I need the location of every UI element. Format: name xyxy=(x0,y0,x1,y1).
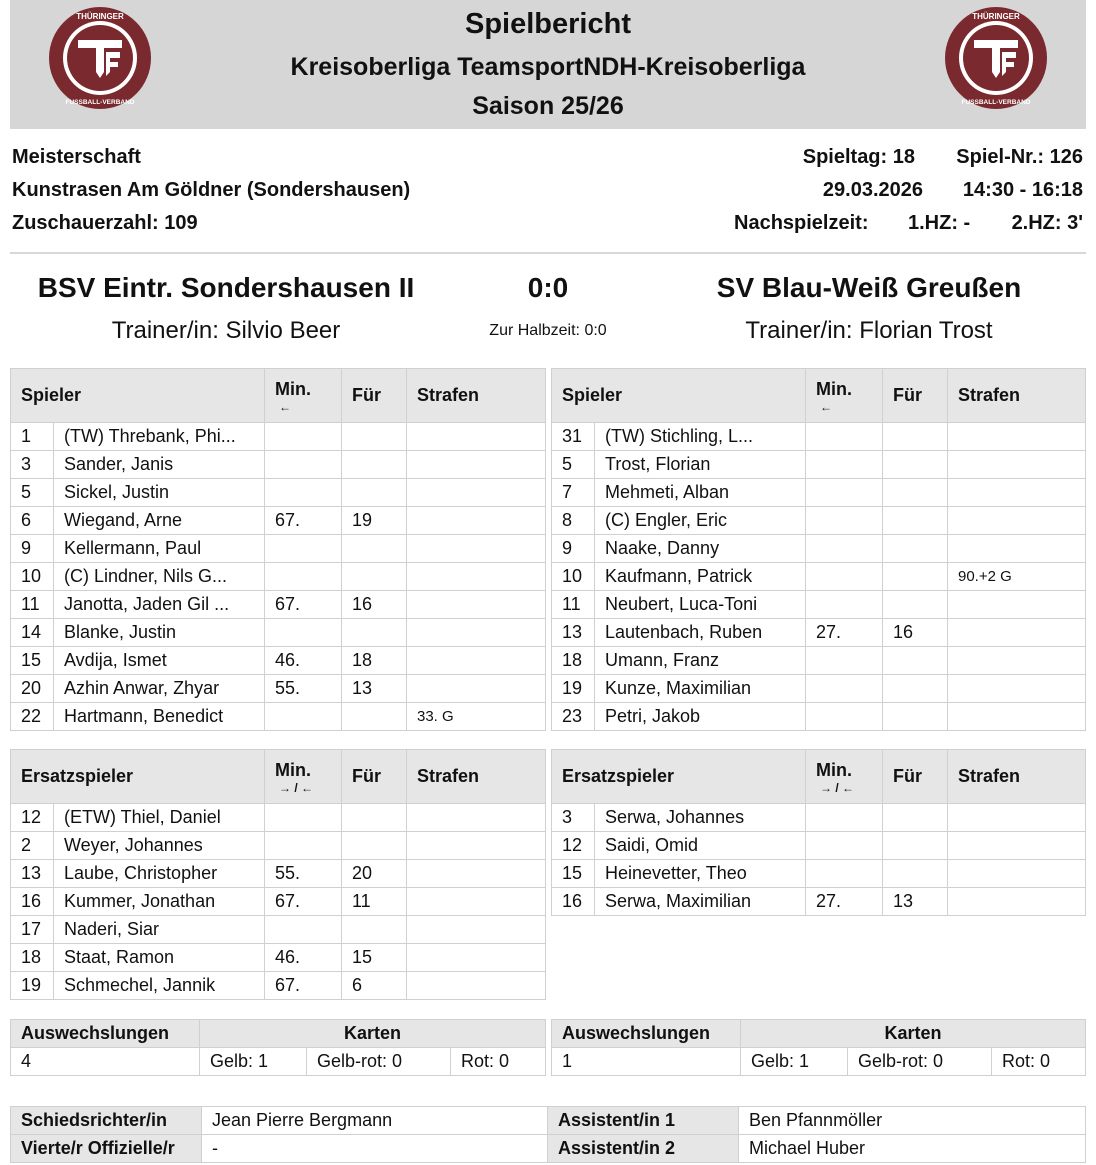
player-name: (C) Engler, Eric xyxy=(595,507,806,535)
player-number: 9 xyxy=(11,535,54,563)
player-row xyxy=(11,535,546,563)
sub-minute xyxy=(265,451,342,479)
home-lineup-table xyxy=(10,368,546,731)
penalty xyxy=(407,860,546,888)
for-column-header: Für xyxy=(342,750,407,804)
sub-for xyxy=(883,647,948,675)
substitutions-header: Auswechslungen xyxy=(552,1020,741,1048)
player-row xyxy=(552,619,1086,647)
player-number: 9 xyxy=(552,535,595,563)
sub-minute xyxy=(806,535,883,563)
penalties-column-header: Strafen xyxy=(948,750,1086,804)
yellow-cards: Gelb: 1 xyxy=(200,1048,307,1076)
player-name: Weyer, Johannes xyxy=(54,832,265,860)
sub-for xyxy=(883,507,948,535)
sub-minute xyxy=(806,479,883,507)
sub-for xyxy=(883,675,948,703)
sub-for xyxy=(342,832,407,860)
player-name: Serwa, Johannes xyxy=(595,804,806,832)
player-name: Blanke, Justin xyxy=(54,619,265,647)
home-summary-table xyxy=(10,1019,546,1076)
sub-minute: 67. xyxy=(265,888,342,916)
player-name: Serwa, Maximilian xyxy=(595,888,806,916)
away-lineup-table xyxy=(551,368,1086,731)
player-name: (TW) Stichling, L... xyxy=(595,423,806,451)
player-number: 18 xyxy=(11,944,54,972)
sub-minute xyxy=(265,832,342,860)
penalty xyxy=(407,563,546,591)
logo-top-text: THÜRINGER xyxy=(972,12,1020,21)
player-number: 6 xyxy=(11,507,54,535)
penalty xyxy=(407,479,546,507)
player-number: 18 xyxy=(552,647,595,675)
player-name: Lautenbach, Ruben xyxy=(595,619,806,647)
sub-minute: 55. xyxy=(265,860,342,888)
sub-minute: 67. xyxy=(265,507,342,535)
sub-for xyxy=(883,860,948,888)
match-time: 14:30 - 16:18 xyxy=(962,179,1083,201)
match-date: 29.03.2026 xyxy=(822,179,923,201)
sub-minute xyxy=(806,563,883,591)
penalty xyxy=(948,832,1086,860)
sub-for: 13 xyxy=(342,675,407,703)
away-coach: Trainer/in: Florian Trost xyxy=(745,317,993,344)
player-name: Laube, Christopher xyxy=(54,860,265,888)
player-name: Staat, Ramon xyxy=(54,944,265,972)
penalty xyxy=(407,591,546,619)
player-row xyxy=(11,888,546,916)
sub-for xyxy=(883,591,948,619)
player-number: 12 xyxy=(552,832,595,860)
final-score: 0:0 xyxy=(527,272,569,303)
sub-minute xyxy=(265,619,342,647)
sub-for xyxy=(883,479,948,507)
assistant2-name: Michael Huber xyxy=(739,1135,1086,1163)
player-row xyxy=(11,563,546,591)
sub-for xyxy=(342,479,407,507)
sub-minute xyxy=(806,675,883,703)
penalty xyxy=(407,619,546,647)
cards-header: Karten xyxy=(741,1020,1086,1048)
officials-table xyxy=(10,1106,1086,1163)
sub-minute xyxy=(806,804,883,832)
penalty xyxy=(948,619,1086,647)
red-cards: Rot: 0 xyxy=(992,1048,1086,1076)
assistant2-label: Assistent/in 2 xyxy=(548,1135,739,1163)
player-name: Wiegand, Arne xyxy=(54,507,265,535)
player-row xyxy=(552,451,1086,479)
minute-column-header: Min. → / ← xyxy=(265,750,342,804)
player-number: 10 xyxy=(552,563,595,591)
minute-column-header: Min. ← xyxy=(806,369,883,423)
sub-for: 13 xyxy=(883,888,948,916)
sub-for: 16 xyxy=(883,619,948,647)
sub-minute: 27. xyxy=(806,888,883,916)
league-name: Kreisoberliga TeamsportNDH-Kreisoberliga xyxy=(290,53,806,81)
for-column-header: Für xyxy=(883,750,948,804)
sub-for xyxy=(883,804,948,832)
penalty: 90.+2 G xyxy=(948,563,1086,591)
player-name: Neubert, Luca-Toni xyxy=(595,591,806,619)
sub-for xyxy=(342,619,407,647)
yellow-cards: Gelb: 1 xyxy=(741,1048,848,1076)
sub-minute xyxy=(806,860,883,888)
player-number: 16 xyxy=(11,888,54,916)
substitutions-count: 4 xyxy=(11,1048,200,1076)
player-row xyxy=(11,507,546,535)
player-number: 20 xyxy=(11,675,54,703)
minute-column-header: Min. → / ← xyxy=(806,750,883,804)
player-row xyxy=(552,804,1086,832)
penalty xyxy=(948,860,1086,888)
sub-for xyxy=(342,423,407,451)
penalty xyxy=(407,888,546,916)
player-name: Saidi, Omid xyxy=(595,832,806,860)
player-row xyxy=(552,888,1086,916)
logo-bottom-text: FUSSBALL-VERBAND xyxy=(961,99,1031,106)
sub-for: 11 xyxy=(342,888,407,916)
penalty xyxy=(407,944,546,972)
player-number: 16 xyxy=(552,888,595,916)
penalty xyxy=(407,507,546,535)
player-number: 5 xyxy=(11,479,54,507)
player-number: 7 xyxy=(552,479,595,507)
sub-for: 19 xyxy=(342,507,407,535)
tfv-logo-right xyxy=(944,6,1048,110)
sub-minute: 67. xyxy=(265,591,342,619)
penalty xyxy=(948,804,1086,832)
player-name: (ETW) Thiel, Daniel xyxy=(54,804,265,832)
sub-minute xyxy=(806,703,883,731)
sub-minute xyxy=(265,703,342,731)
player-row xyxy=(552,703,1086,731)
sub-for xyxy=(883,832,948,860)
sub-column-header: Ersatzspieler xyxy=(11,750,265,804)
penalty xyxy=(407,804,546,832)
sub-for xyxy=(342,804,407,832)
matchday: Spieltag: 18 xyxy=(802,146,915,168)
player-name: Mehmeti, Alban xyxy=(595,479,806,507)
sub-minute xyxy=(806,507,883,535)
penalty xyxy=(407,423,546,451)
substitutions-header: Auswechslungen xyxy=(11,1020,200,1048)
player-row xyxy=(11,860,546,888)
penalty xyxy=(948,507,1086,535)
penalties-column-header: Strafen xyxy=(948,369,1086,423)
fourth-official-name: - xyxy=(202,1135,548,1163)
player-number: 3 xyxy=(552,804,595,832)
sub-for xyxy=(342,916,407,944)
penalty xyxy=(948,675,1086,703)
player-number: 3 xyxy=(11,451,54,479)
player-number: 15 xyxy=(552,860,595,888)
penalty xyxy=(407,451,546,479)
player-row xyxy=(552,563,1086,591)
venue: Kunstrasen Am Göldner (Sondershausen) xyxy=(12,179,411,201)
referee-label: Schiedsrichter/in xyxy=(11,1107,202,1135)
competition-type: Meisterschaft xyxy=(12,146,141,168)
penalties-column-header: Strafen xyxy=(407,369,546,423)
minute-column-header: Min. ← xyxy=(265,369,342,423)
sub-for xyxy=(342,451,407,479)
player-column-header: Spieler xyxy=(11,369,265,423)
penalty xyxy=(948,479,1086,507)
player-row xyxy=(11,804,546,832)
cards-header: Karten xyxy=(200,1020,546,1048)
player-name: Hartmann, Benedict xyxy=(54,703,265,731)
logo-top-text: THÜRINGER xyxy=(76,12,124,21)
player-name: Sickel, Justin xyxy=(54,479,265,507)
player-number: 13 xyxy=(552,619,595,647)
penalties-column-header: Strafen xyxy=(407,750,546,804)
player-name: (C) Lindner, Nils G... xyxy=(54,563,265,591)
player-name: Kellermann, Paul xyxy=(54,535,265,563)
penalty xyxy=(407,832,546,860)
player-row xyxy=(552,507,1086,535)
sub-minute: 27. xyxy=(806,619,883,647)
yellow-red-cards: Gelb-rot: 0 xyxy=(848,1048,992,1076)
match-number: Spiel-Nr.: 126 xyxy=(956,146,1083,168)
second-half-extra-time: 2.HZ: 3' xyxy=(1011,212,1083,234)
red-cards: Rot: 0 xyxy=(451,1048,546,1076)
penalty xyxy=(948,451,1086,479)
player-row xyxy=(11,944,546,972)
player-number: 11 xyxy=(11,591,54,619)
sub-for: 16 xyxy=(342,591,407,619)
player-name: Janotta, Jaden Gil ... xyxy=(54,591,265,619)
sub-minute: 46. xyxy=(265,647,342,675)
player-row xyxy=(552,860,1086,888)
spectators: Zuschauerzahl: 109 xyxy=(12,212,198,234)
player-number: 12 xyxy=(11,804,54,832)
penalty xyxy=(948,703,1086,731)
sub-for xyxy=(883,451,948,479)
player-number: 2 xyxy=(11,832,54,860)
player-number: 31 xyxy=(552,423,595,451)
penalty: 33. G xyxy=(407,703,546,731)
penalty xyxy=(407,647,546,675)
home-subs-table xyxy=(10,749,546,1000)
sub-minute xyxy=(265,804,342,832)
player-row xyxy=(552,535,1086,563)
player-name: Avdija, Ismet xyxy=(54,647,265,675)
player-name: Naake, Danny xyxy=(595,535,806,563)
player-name: Schmechel, Jannik xyxy=(54,972,265,1000)
player-name: Kummer, Jonathan xyxy=(54,888,265,916)
player-number: 22 xyxy=(11,703,54,731)
home-team-name: BSV Eintr. Sondershausen II xyxy=(37,272,415,303)
player-name: Heinevetter, Theo xyxy=(595,860,806,888)
player-name: Umann, Franz xyxy=(595,647,806,675)
penalty xyxy=(407,535,546,563)
penalty xyxy=(948,423,1086,451)
player-number: 13 xyxy=(11,860,54,888)
player-number: 19 xyxy=(552,675,595,703)
penalty xyxy=(948,591,1086,619)
player-number: 5 xyxy=(552,451,595,479)
sub-minute: 46. xyxy=(265,944,342,972)
player-row xyxy=(11,619,546,647)
penalty xyxy=(407,972,546,1000)
penalty xyxy=(948,647,1086,675)
divider xyxy=(10,252,1086,254)
player-number: 1 xyxy=(11,423,54,451)
sub-for xyxy=(342,563,407,591)
player-row xyxy=(11,479,546,507)
report-header xyxy=(10,0,1086,129)
sub-for xyxy=(342,703,407,731)
assistant1-name: Ben Pfannmöller xyxy=(739,1107,1086,1135)
player-name: Kaufmann, Patrick xyxy=(595,563,806,591)
sub-minute xyxy=(265,916,342,944)
sub-for: 20 xyxy=(342,860,407,888)
sub-minute xyxy=(806,423,883,451)
player-name: Sander, Janis xyxy=(54,451,265,479)
player-number: 17 xyxy=(11,916,54,944)
sub-for xyxy=(342,535,407,563)
referee-name: Jean Pierre Bergmann xyxy=(202,1107,548,1135)
season-label: Saison 25/26 xyxy=(472,92,624,120)
player-row xyxy=(11,832,546,860)
sub-minute: 55. xyxy=(265,675,342,703)
player-name: Azhin Anwar, Zhyar xyxy=(54,675,265,703)
sub-for xyxy=(883,703,948,731)
sub-for: 6 xyxy=(342,972,407,1000)
yellow-red-cards: Gelb-rot: 0 xyxy=(307,1048,451,1076)
halftime-score: Zur Halbzeit: 0:0 xyxy=(489,322,607,339)
sub-minute xyxy=(265,535,342,563)
sub-minute xyxy=(806,832,883,860)
player-column-header: Spieler xyxy=(552,369,806,423)
player-number: 11 xyxy=(552,591,595,619)
player-row xyxy=(11,647,546,675)
away-summary-table xyxy=(551,1019,1086,1076)
away-subs-table xyxy=(551,749,1086,916)
player-row xyxy=(11,423,546,451)
sub-for xyxy=(883,535,948,563)
player-row xyxy=(11,916,546,944)
player-number: 23 xyxy=(552,703,595,731)
player-name: Kunze, Maximilian xyxy=(595,675,806,703)
player-number: 10 xyxy=(11,563,54,591)
for-column-header: Für xyxy=(883,369,948,423)
fourth-official-label: Vierte/r Offizielle/r xyxy=(11,1135,202,1163)
player-row xyxy=(552,832,1086,860)
sub-for xyxy=(883,563,948,591)
player-row xyxy=(11,451,546,479)
player-name: Petri, Jakob xyxy=(595,703,806,731)
assistant1-label: Assistent/in 1 xyxy=(548,1107,739,1135)
first-half-extra-time: 1.HZ: - xyxy=(908,212,971,234)
player-row xyxy=(552,479,1086,507)
tfv-logo-left xyxy=(48,6,152,110)
player-number: 19 xyxy=(11,972,54,1000)
sub-column-header: Ersatzspieler xyxy=(552,750,806,804)
sub-minute: 67. xyxy=(265,972,342,1000)
sub-minute xyxy=(806,591,883,619)
sub-minute xyxy=(265,479,342,507)
player-number: 15 xyxy=(11,647,54,675)
sub-for: 15 xyxy=(342,944,407,972)
penalty xyxy=(948,888,1086,916)
player-name: Naderi, Siar xyxy=(54,916,265,944)
player-number: 8 xyxy=(552,507,595,535)
player-name: (TW) Threbank, Phi... xyxy=(54,423,265,451)
player-row xyxy=(11,703,546,731)
player-row xyxy=(11,591,546,619)
substitutions-count: 1 xyxy=(552,1048,741,1076)
sub-for: 18 xyxy=(342,647,407,675)
player-row xyxy=(552,423,1086,451)
home-coach: Trainer/in: Silvio Beer xyxy=(111,317,341,344)
player-row xyxy=(552,675,1086,703)
for-column-header: Für xyxy=(342,369,407,423)
logo-bottom-text: FUSSBALL-VERBAND xyxy=(65,99,135,106)
sub-for xyxy=(883,423,948,451)
sub-minute xyxy=(806,647,883,675)
report-title: Spielbericht xyxy=(465,8,631,40)
penalty xyxy=(407,916,546,944)
penalty xyxy=(948,535,1086,563)
player-row xyxy=(11,675,546,703)
extra-time-label: Nachspielzeit: xyxy=(734,212,869,234)
penalty xyxy=(407,675,546,703)
player-number: 14 xyxy=(11,619,54,647)
player-row xyxy=(552,647,1086,675)
player-row xyxy=(552,591,1086,619)
player-name: Trost, Florian xyxy=(595,451,806,479)
sub-minute xyxy=(265,563,342,591)
sub-minute xyxy=(806,451,883,479)
player-row xyxy=(11,972,546,1000)
away-team-name: SV Blau-Weiß Greußen xyxy=(716,272,1022,303)
sub-minute xyxy=(265,423,342,451)
